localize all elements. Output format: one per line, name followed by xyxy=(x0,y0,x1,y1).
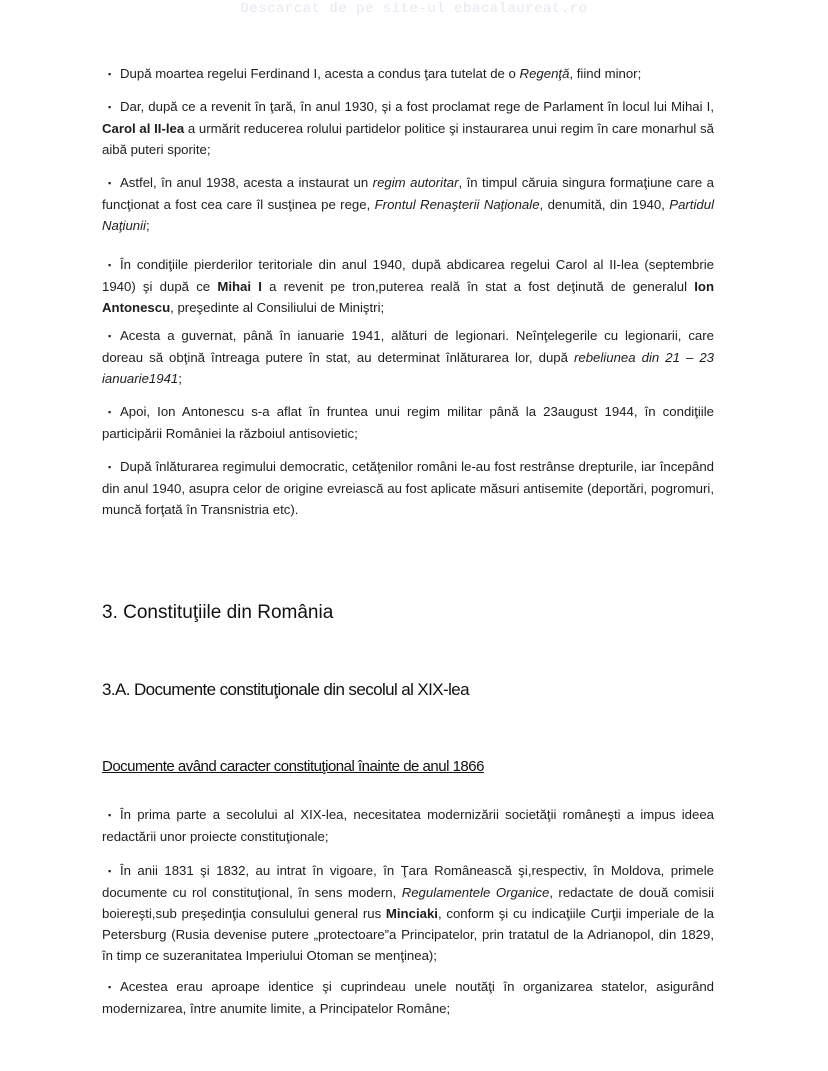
text-run: Dar, după ce a revenit în ţară, în anul 1930, şi a fost proclamat rege de Parlament în locul lui Mihai I, xyxy=(120,99,714,114)
bold-text: Ion Antonescu xyxy=(102,279,715,315)
bullet-icon: ▪ xyxy=(108,69,112,79)
paragraph xyxy=(102,172,714,236)
italic-text: Frontul Renaşterii Naţionale xyxy=(374,197,540,212)
text-run: Astfel, în anul 1938, acesta a instaurat un xyxy=(120,175,373,190)
text-run: , preşedinte al Consiliului de Miniştri; xyxy=(170,300,385,315)
text-run: După moartea regelui Ferdinand I, acesta a condus ţara tutelat de o xyxy=(120,66,520,81)
text-run: , fiind minor; xyxy=(569,66,642,81)
bullet-icon: ▪ xyxy=(108,331,112,341)
text-run: Acesta a guvernat, până în ianuarie 1941, alături de legionari. Neînţelegerile cu legionarii, care doreau să obţină întreaga putere în stat, au determinat înlăturarea lor, după xyxy=(102,328,714,365)
text-run: , redactate de două comisii boiereşti,sub preşedinţia consulului general rus xyxy=(102,885,714,921)
section-heading: 3. Constituţiile din România xyxy=(102,602,334,623)
bullet-icon: ▪ xyxy=(108,866,112,876)
bold-text: Carol al II-lea xyxy=(102,121,185,136)
italic-text: Regulamentele Organice xyxy=(401,885,550,900)
bullet-icon: ▪ xyxy=(108,982,112,992)
text-run: , în timpul căruia singura formaţiune care a funcţionat a fost cea care îl susţinea pe rege, xyxy=(102,175,714,212)
paragraph xyxy=(102,976,714,1019)
paragraph xyxy=(102,325,714,389)
italic-text: Regenţă xyxy=(519,66,570,81)
bullet-icon: ▪ xyxy=(108,178,112,188)
text-run: Acestea erau aproape identice şi cuprindeau unele noutăţi în organizarea statelor, asigurând modernizarea, între anumite limite, a Principatelor Române; xyxy=(102,979,714,1016)
subsection-heading: 3.A. Documente constituţionale din secolul al XIX-lea xyxy=(102,680,469,699)
text-run: ; xyxy=(178,371,182,386)
text-run: Apoi, Ion Antonescu s-a aflat în fruntea unui regim militar până la 23august 1944, în condiţiile participării României la războiul antisovietic; xyxy=(102,404,714,441)
watermark: Descarcat de pe site-ul ebacalaureat.ro xyxy=(240,1,588,17)
paragraph xyxy=(102,254,714,318)
italic-text: Partidul Naţiunii xyxy=(102,197,714,233)
bullet-icon: ▪ xyxy=(108,407,112,417)
text-run: , conform şi cu indicaţiile Curţii imperiale de la Petersburg (Rusia devenise putere „protectoare”a Principatelor, prin tratatul de la Adrianopol, din 1829, în timp ce suzeranitatea Imperiului Otoman se menţinea); xyxy=(102,906,714,963)
text-run: a urmărit reducerea rolului partidelor politice şi instaurarea unui regim în care monarhul să aibă puteri sporite; xyxy=(102,121,714,157)
bullet-icon: ▪ xyxy=(108,260,112,270)
paragraph xyxy=(102,456,714,520)
text-run: În prima parte a secolului al XIX-lea, necesitatea modernizării societăţii româneşti a impus ideea redactării unor proiecte constituţionale; xyxy=(102,807,714,844)
bullet-icon: ▪ xyxy=(108,810,112,820)
bullet-icon: ▪ xyxy=(108,462,112,472)
italic-text: rebeliunea din 21 – 23 ianuarie1941 xyxy=(102,350,714,386)
italic-text: regim autoritar xyxy=(372,175,459,190)
text-run: a revenit pe tron,puterea reală în stat a fost deţinută de generalul xyxy=(261,279,695,294)
bold-text: Minciaki xyxy=(385,906,438,921)
paragraph xyxy=(102,96,714,160)
text-run: , denumită, din 1940, xyxy=(539,197,670,212)
paragraph xyxy=(102,63,714,85)
paragraph xyxy=(102,804,714,847)
paragraph xyxy=(102,860,714,966)
text-run: În condiţiile pierderilor teritoriale din anul 1940, după abdicarea regelui Carol al II-lea (septembrie 1940) şi după ce xyxy=(102,257,714,294)
bold-text: Mihai I xyxy=(217,279,262,294)
paragraph xyxy=(102,401,714,444)
underlined-heading: Documente având caracter constituţional înainte de anul 1866 xyxy=(102,758,484,775)
text-run: ; xyxy=(145,218,150,233)
bullet-icon: ▪ xyxy=(108,102,112,112)
text-run: După înlăturarea regimului democratic, cetăţenilor români le-au fost restrânse drepturile, iar începând din anul 1940, asupra celor de origine evreiască au fost aplicate măsuri antisemite (deportări, pogromuri, muncă forţată în Transnistria etc). xyxy=(102,459,714,517)
text-run: În anii 1831 şi 1832, au intrat în vigoare, în Ţara Românească şi,respectiv, în Moldova, primele documente cu rol constituţional, în sens modern, xyxy=(102,863,714,900)
